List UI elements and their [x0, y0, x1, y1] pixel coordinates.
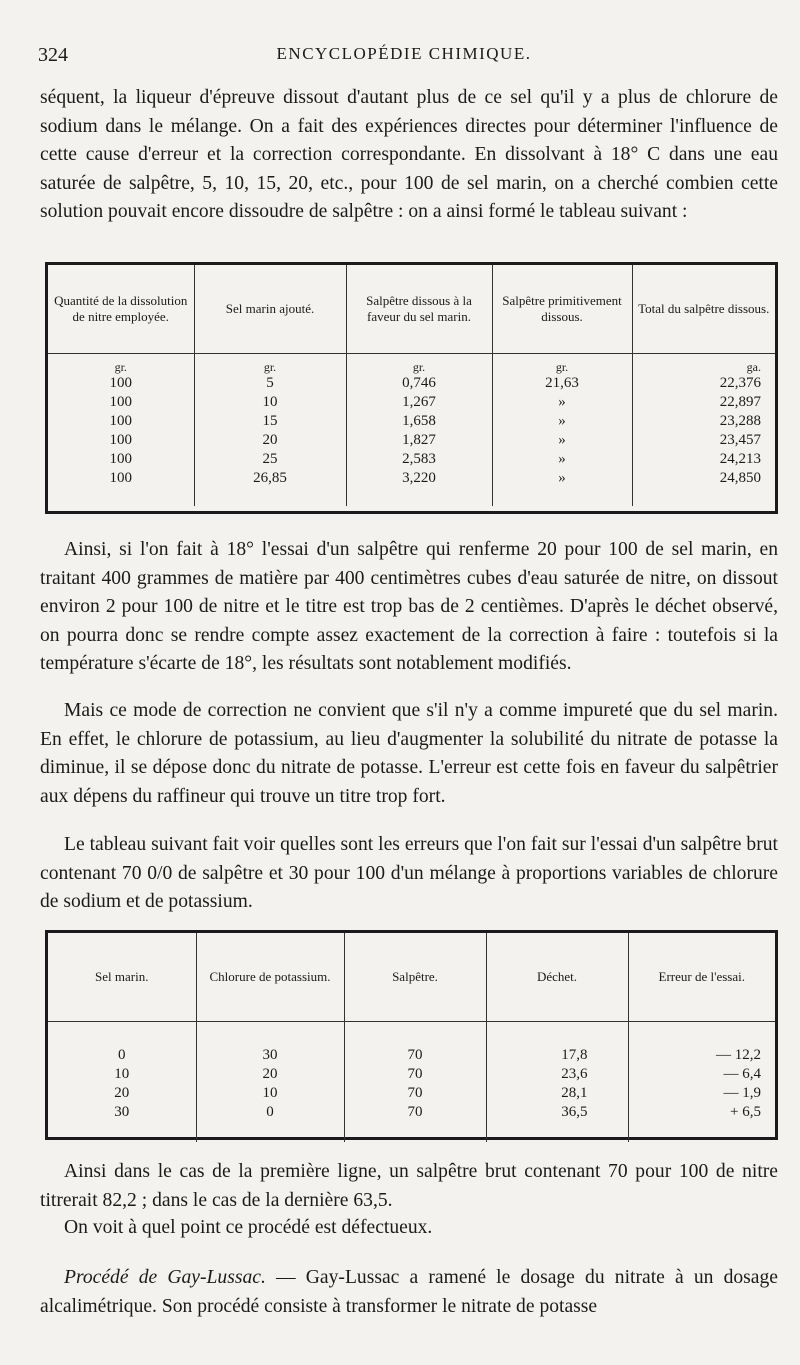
table1-header: Quantité de la dissolution de nitre employée.: [48, 265, 194, 354]
table-salt-solubility: [45, 262, 778, 514]
paragraph-1: séquent, la liqueur d'épreuve dissout d'autant plus de ce sel qu'il y a plus de chlorure de sodium dans le mélange. On a fait des expériences directes pour déterminer l'influence de cette cause d'erreur et la correction correspondante. En dissolvant à 18° C dans une eau saturée de salpêtre, 5, 10, 15, 20, etc., pour 100 de sel marin, on a cherché combien cette solution pouvait encore dissoudre de salpêtre : on a ainsi formé le tableau suivant :: [40, 87, 778, 222]
table2-cell: 17,8: [486, 1046, 628, 1065]
table1-cell: 22,376: [632, 374, 775, 393]
table2-cell: 70: [344, 1065, 486, 1084]
table-row: [48, 1065, 775, 1084]
paragraph-3: Mais ce mode de correction ne convient que s'il n'y a comme impureté que du sel marin. En effet, le chlorure de potassium, au lieu d'augmenter la solubilité du nitrate de potasse la diminue, il se dépose donc du nitrate de potasse. L'erreur est cette fois en faveur du salpêtrier aux dépens du raffineur qui trouve un titre trop fort.: [40, 700, 778, 807]
table2-header: Salpêtre.: [344, 933, 486, 1022]
table2-cell: — 12,2: [628, 1046, 775, 1065]
table1-cell: 3,220: [346, 469, 492, 488]
table-row: [48, 412, 775, 431]
table1-cell: 20: [194, 431, 346, 450]
table1-cell: 26,85: [194, 469, 346, 488]
table1-unit: gr.: [346, 354, 492, 375]
table2-cell: 28,1: [486, 1084, 628, 1103]
table1-cell: »: [492, 450, 632, 469]
table1-cell: 100: [109, 432, 132, 448]
table1-unit: gr.: [194, 354, 346, 375]
table1-cell: 100: [109, 413, 132, 429]
table1-header-row: [48, 265, 775, 354]
table1-cell: »: [492, 469, 632, 488]
table-row: [48, 393, 775, 412]
table2-cell: 70: [344, 1046, 486, 1065]
table1-unit: ga.: [632, 354, 775, 375]
table2-cell: 70: [344, 1084, 486, 1103]
paragraph-7-text: — Gay-Lussac a ramené le dosage du nitrate à un dosage alcalimétrique. Son procédé consiste à transformer le nitrate de potasse: [40, 1267, 778, 1317]
table1-header: Salpêtre primitivement dissous.: [492, 265, 632, 354]
table1-header: Salpêtre dissous à la faveur du sel marin.: [346, 265, 492, 354]
table1-cell: »: [492, 393, 632, 412]
table1-cell: 23,457: [632, 431, 775, 450]
table1-cell: 100: [109, 470, 132, 486]
table1-unit: gr.: [492, 354, 632, 375]
table-row: [48, 1046, 775, 1065]
table1-cell: 100: [109, 394, 132, 410]
paragraph-2: Ainsi, si l'on fait à 18° l'essai d'un salpêtre qui renferme 20 pour 100 de sel marin, en traitant 400 grammes de matière par 400 centimètres cubes d'eau saturée de nitre, on dissout environ 2 pour 100 de nitre et le titre est trop bas de 2 centièmes. D'après le déchet observé, on pourra donc se rendre compte assez exactement de la correction à faire : toutefois si la température s'écarte de 18°, les résultats sont notablement modifiés.: [40, 539, 778, 674]
table2-cell: 10: [196, 1084, 344, 1103]
table1-cell: 1,827: [346, 431, 492, 450]
table2-header: Erreur de l'essai.: [628, 933, 775, 1022]
table1-cell: 25: [194, 450, 346, 469]
table2-cell: 20: [114, 1085, 130, 1101]
table2-cell: 20: [196, 1065, 344, 1084]
table2-cell: 10: [114, 1066, 130, 1082]
table2-cell: 36,5: [486, 1103, 628, 1122]
table1-cell: 0,746: [346, 374, 492, 393]
table1-unit: gr.: [114, 360, 127, 374]
table1-units-row: [48, 354, 775, 375]
table2-header: Déchet.: [486, 933, 628, 1022]
table1-cell: 10: [194, 393, 346, 412]
table2-cell: 70: [344, 1103, 486, 1122]
table1-cell: »: [492, 431, 632, 450]
table1-cell: 21,63: [492, 374, 632, 393]
table2-header: Chlorure de potassium.: [196, 933, 344, 1022]
table1-cell: 23,288: [632, 412, 775, 431]
paragraph-6: On voit à quel point ce procédé est défectueux.: [64, 1217, 433, 1238]
table1-cell: 100: [109, 375, 132, 391]
table1-header: Sel marin ajouté.: [194, 265, 346, 354]
table2-header: Sel marin.: [48, 933, 196, 1022]
table-row: [48, 374, 775, 393]
table1-cell: 22,897: [632, 393, 775, 412]
table1-cell: 1,267: [346, 393, 492, 412]
table1-cell: 100: [109, 451, 132, 467]
paragraph-7: [40, 1264, 778, 1321]
table-row: [48, 450, 775, 469]
table1-header: Total du salpêtre dissous.: [632, 265, 775, 354]
running-title: ENCYCLOPÉDIE CHIMIQUE.: [276, 44, 532, 63]
table1-cell: 1,658: [346, 412, 492, 431]
table-essay-errors: [45, 930, 778, 1140]
table-row: [48, 1084, 775, 1103]
table2-cell: 30: [196, 1046, 344, 1065]
table-row: [48, 1103, 775, 1122]
table2-cell: — 1,9: [628, 1084, 775, 1103]
table2-cell: 0: [196, 1103, 344, 1122]
table2-cell: 0: [118, 1047, 126, 1063]
table2-cell: 30: [114, 1104, 130, 1120]
table1-cell: 24,850: [632, 469, 775, 488]
table1-cell: 24,213: [632, 450, 775, 469]
table2-cell: — 6,4: [628, 1065, 775, 1084]
paragraph-5: Ainsi dans le cas de la première ligne, un salpêtre brut contenant 70 pour 100 de nitre titrerait 82,2 ; dans le cas de la dernière 63,5.: [40, 1161, 778, 1211]
table2-cell: + 6,5: [628, 1103, 775, 1122]
paragraph-4: Le tableau suivant fait voir quelles sont les erreurs que l'on fait sur l'essai d'un salpêtre brut contenant 70 0/0 de salpêtre et 30 pour 100 d'un mélange à proportions variables de chlorure de sodium et de potassium.: [40, 834, 778, 912]
table1-cell: 15: [194, 412, 346, 431]
table1-cell: 2,583: [346, 450, 492, 469]
table1-cell: 5: [194, 374, 346, 393]
page-header: [32, 42, 776, 72]
page-number: 324: [38, 44, 68, 66]
table-row: [48, 469, 775, 488]
table2-cell: 23,6: [486, 1065, 628, 1084]
section-title: Procédé de Gay-Lussac.: [64, 1267, 266, 1288]
table2-header-row: [48, 933, 775, 1022]
table1-cell: »: [492, 412, 632, 431]
table-row: [48, 431, 775, 450]
